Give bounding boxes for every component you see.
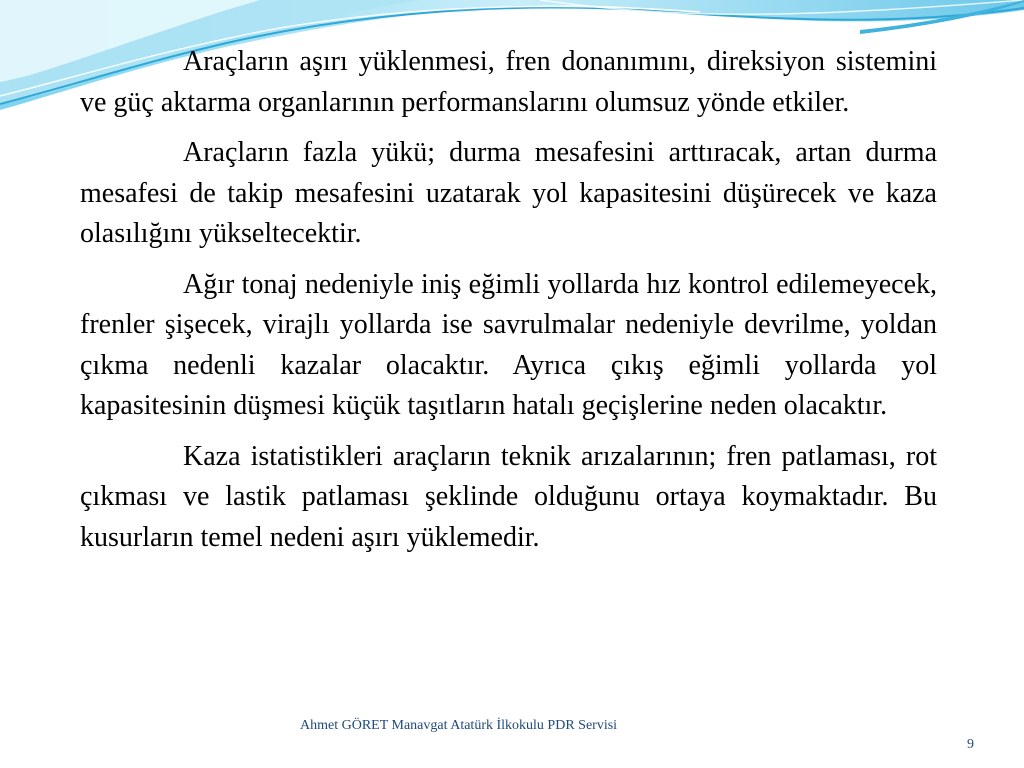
paragraph-accident-statistics: Kaza istatistikleri araçların teknik arızalarının; fren patlaması, rot çıkması ve lastik patlaması şeklinde olduğunu ortaya koymaktadır. Bu kusurların temel nedeni aşırı yüklemedir. [80, 440, 937, 553]
footer-author: Ahmet GÖRET Manavgat Atatürk İlkokulu PDR Servisi [300, 718, 618, 733]
slide-body [80, 42, 937, 568]
page-number: 9 [967, 737, 974, 752]
paragraph-heavy-tonnage: Ağır tonaj nedeniyle iniş eğimli yollarda hız kontrol edilemeyecek, frenler şişecek, virajlı yollarda ise savrulmalar nedeniyle devrilme, yoldan çıkma nedenli kazalar olacaktır. Ayrıca çıkış eğimli yollarda yol kapasitesinin düşmesi küçük taşıtların hatalı geçişlerine neden olacaktır. [80, 268, 937, 421]
paragraph-overloading-effects: Araçların aşırı yüklenmesi, fren donanımını, direksiyon sistemini ve güç aktarma organlarının performanslarını olumsuz yönde etkiler. [80, 46, 937, 118]
paragraph-stopping-distance: Araçların fazla yükü; durma mesafesini arttıracak, artan durma mesafesi de takip mesafesini uzatarak yol kapasitesini düşürecek ve kaza olasılığını yükseltecektir. [80, 137, 937, 249]
